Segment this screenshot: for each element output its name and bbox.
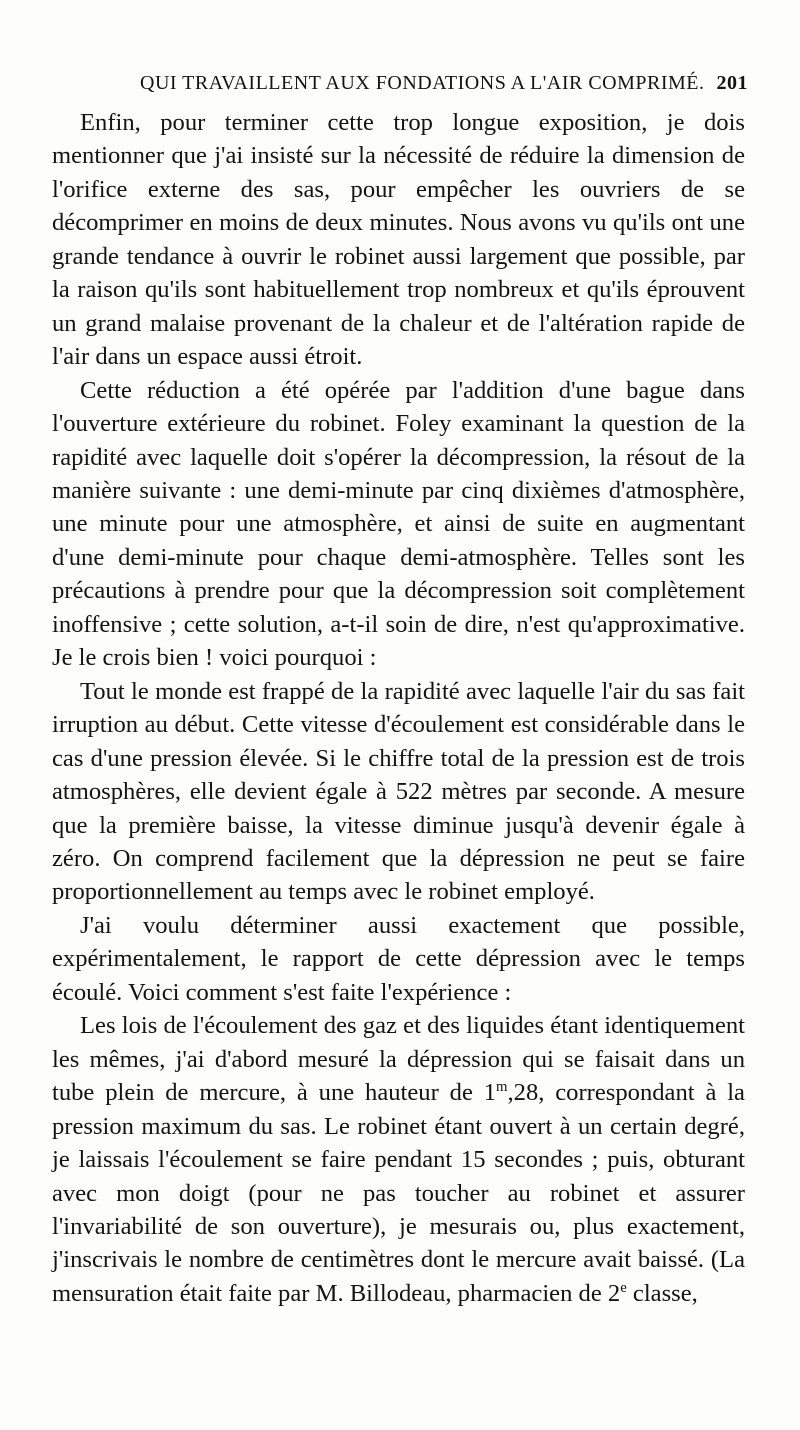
- paragraph-4: J'ai voulu déterminer aussi exactement que possible, expérimentalement, le rapport de cette dépression avec le temps écoulé. Voici comment s'est faite l'expérience :: [52, 911, 745, 1006]
- ordinal-superscript: e: [620, 1280, 627, 1297]
- paragraph-5-text-a: Les lois de l'écoulement des gaz et des liquides étant identiquement les mêmes, j'ai d'abord mesuré la dépression qui se faisait dans un tube plein de mercure, à une hauteur de 1: [52, 1012, 745, 1107]
- page-number: 201: [716, 72, 748, 94]
- running-title: QUI TRAVAILLENT AUX FONDATIONS A L'AIR COMPRIMÉ.: [140, 72, 705, 94]
- paragraph-5-text-c: classe,: [626, 1279, 698, 1307]
- paragraph-3: Tout le monde est frappé de la rapidité avec laquelle l'air du sas fait irruption au début. Cette vitesse d'écoulement est considérable dans le cas d'une pression élevée. Si le chiffre total de la pression est de trois atmosphères, elle devient égale à 522 mètres par seconde. A mesure que la première baisse, la vitesse diminue jusqu'à devenir égale à zéro. On comprend facilement que la dépression ne peut se faire proportionnellement au temps avec le robinet employé.: [52, 677, 745, 906]
- paragraph-5-text-b: ,28, correspondant à la pression maximum du sas. Le robinet étant ouvert à un certain degré, je laissais l'écoulement se faire pendant 15 secondes ; puis, obturant avec mon doigt (pour ne pas toucher au robinet et assurer l'invariabilité de son ouverture), je mesurais ou, plus exactement, j'inscrivais le nombre de centimètres dont le mercure avait baissé. (La mensuration était faite par M. Billodeau, pharmacien de 2: [52, 1079, 745, 1307]
- paragraph-2: Cette réduction a été opérée par l'addition d'une bague dans l'ouverture extérieure du robinet. Foley examinant la question de la rapidité avec laquelle doit s'opérer la décompression, la résout de la manière suivante : une demi-minute par cinq dixièmes d'atmosphère, une minute pour une atmosphère, et ainsi de suite en augmentant d'une demi-minute pour chaque demi-atmosphère. Telles sont les précautions à prendre pour que la décompression soit complètement inoffensive ; cette solution, a-t-il soin de dire, n'est qu'approximative. Je le crois bien ! voici pourquoi :: [52, 376, 745, 672]
- paragraph-5: [52, 1009, 745, 1310]
- body-text: [52, 106, 745, 1310]
- unit-superscript: m: [496, 1079, 508, 1096]
- paragraph-1: Enfin, pour terminer cette trop longue exposition, je dois mentionner que j'ai insisté sur la nécessité de réduire la dimension de l'orifice externe des sas, pour empêcher les ouvriers de se décomprimer en moins de deux minutes. Nous avons vu qu'ils ont une grande tendance à ouvrir le robinet aussi largement que possible, par la raison qu'ils sont habituellement trop nombreux et qu'ils éprouvent un grand malaise provenant de la chaleur et de l'altération rapide de l'air dans un espace aussi étroit.: [52, 109, 745, 371]
- running-head: [52, 72, 748, 98]
